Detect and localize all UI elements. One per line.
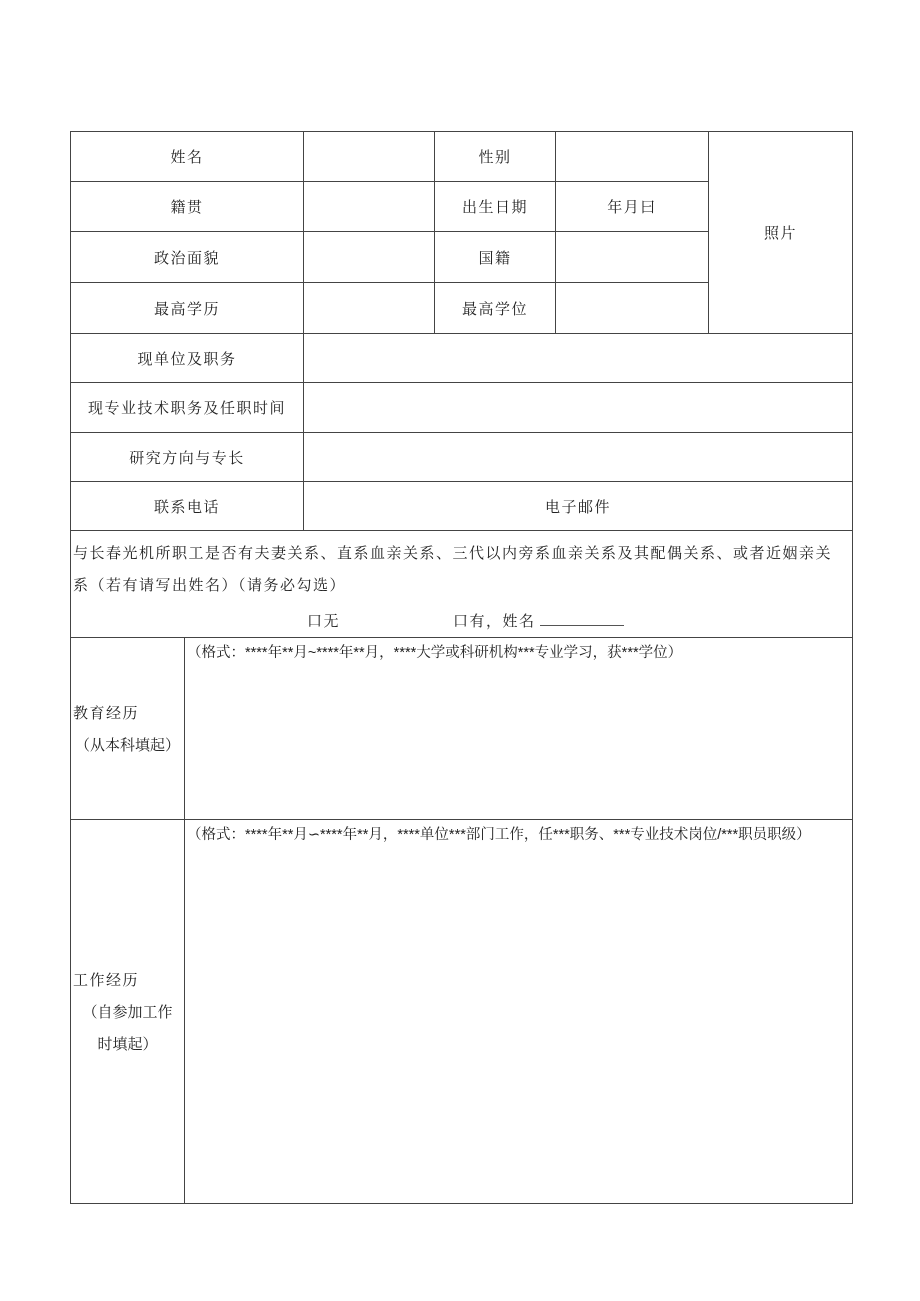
name-field[interactable] bbox=[304, 132, 435, 182]
employer-position-label: 现单位及职务 bbox=[71, 334, 304, 383]
hometown-field[interactable] bbox=[304, 182, 435, 232]
education-history-field[interactable]: （格式：****年**月~****年**月，****大学或科研机构***专业学习，获***学位） bbox=[185, 638, 853, 820]
nationality-label: 国籍 bbox=[435, 232, 556, 283]
application-form bbox=[70, 131, 853, 1204]
work-history-label-cell bbox=[71, 820, 185, 1204]
political-status-field[interactable] bbox=[304, 232, 435, 283]
relation-section bbox=[71, 531, 853, 638]
tech-title-label: 现专业技术职务及任职时间 bbox=[71, 383, 304, 433]
highest-degree-field[interactable] bbox=[556, 283, 709, 334]
highest-education-label: 最高学历 bbox=[71, 283, 304, 334]
email-label: 电子邮件 bbox=[304, 482, 853, 531]
tech-title-field[interactable] bbox=[304, 383, 853, 433]
nationality-field[interactable] bbox=[556, 232, 709, 283]
photo-box[interactable]: 照片 bbox=[709, 132, 853, 334]
highest-degree-label: 最高学位 bbox=[435, 283, 556, 334]
name-label: 姓名 bbox=[71, 132, 304, 182]
political-status-label: 政治面貌 bbox=[71, 232, 304, 283]
work-history-field[interactable]: （格式：****年**月∽****年**月，****单位***部门工作，任***职务、***专业技术岗位/***职员职级） bbox=[185, 820, 853, 1204]
education-history-label: 教育经历 bbox=[73, 703, 140, 722]
birthdate-field[interactable]: 年月曰 bbox=[556, 182, 709, 232]
gender-field[interactable] bbox=[556, 132, 709, 182]
highest-education-field[interactable] bbox=[304, 283, 435, 334]
option-none-checkbox[interactable]: 口无 bbox=[307, 612, 341, 630]
education-history-note: （从本科填起） bbox=[74, 735, 180, 754]
relation-question: 与长春光机所职工是否有夫妻关系、直系血亲关系、三代以内旁系血亲关系及其配偶关系、或者近姻亲关系（若有请写出姓名）（请务必勾选） bbox=[73, 544, 833, 594]
work-history-note-2: 时填起） bbox=[97, 1034, 158, 1053]
work-history-label: 工作经历 bbox=[73, 970, 140, 989]
employer-position-field[interactable] bbox=[304, 334, 853, 383]
relative-name-input[interactable] bbox=[540, 611, 624, 626]
research-label: 研究方向与专长 bbox=[71, 433, 304, 482]
phone-label: 联系电话 bbox=[71, 482, 304, 531]
option-yes-checkbox[interactable]: 口有，姓名 bbox=[453, 612, 536, 630]
hometown-label: 籍贯 bbox=[71, 182, 304, 232]
gender-label: 性别 bbox=[435, 132, 556, 182]
research-field[interactable] bbox=[304, 433, 853, 482]
work-history-note-1: （自参加工作 bbox=[82, 1002, 173, 1021]
education-history-label-cell bbox=[71, 638, 185, 820]
birthdate-label: 出生日期 bbox=[435, 182, 556, 232]
relation-options bbox=[73, 605, 848, 637]
